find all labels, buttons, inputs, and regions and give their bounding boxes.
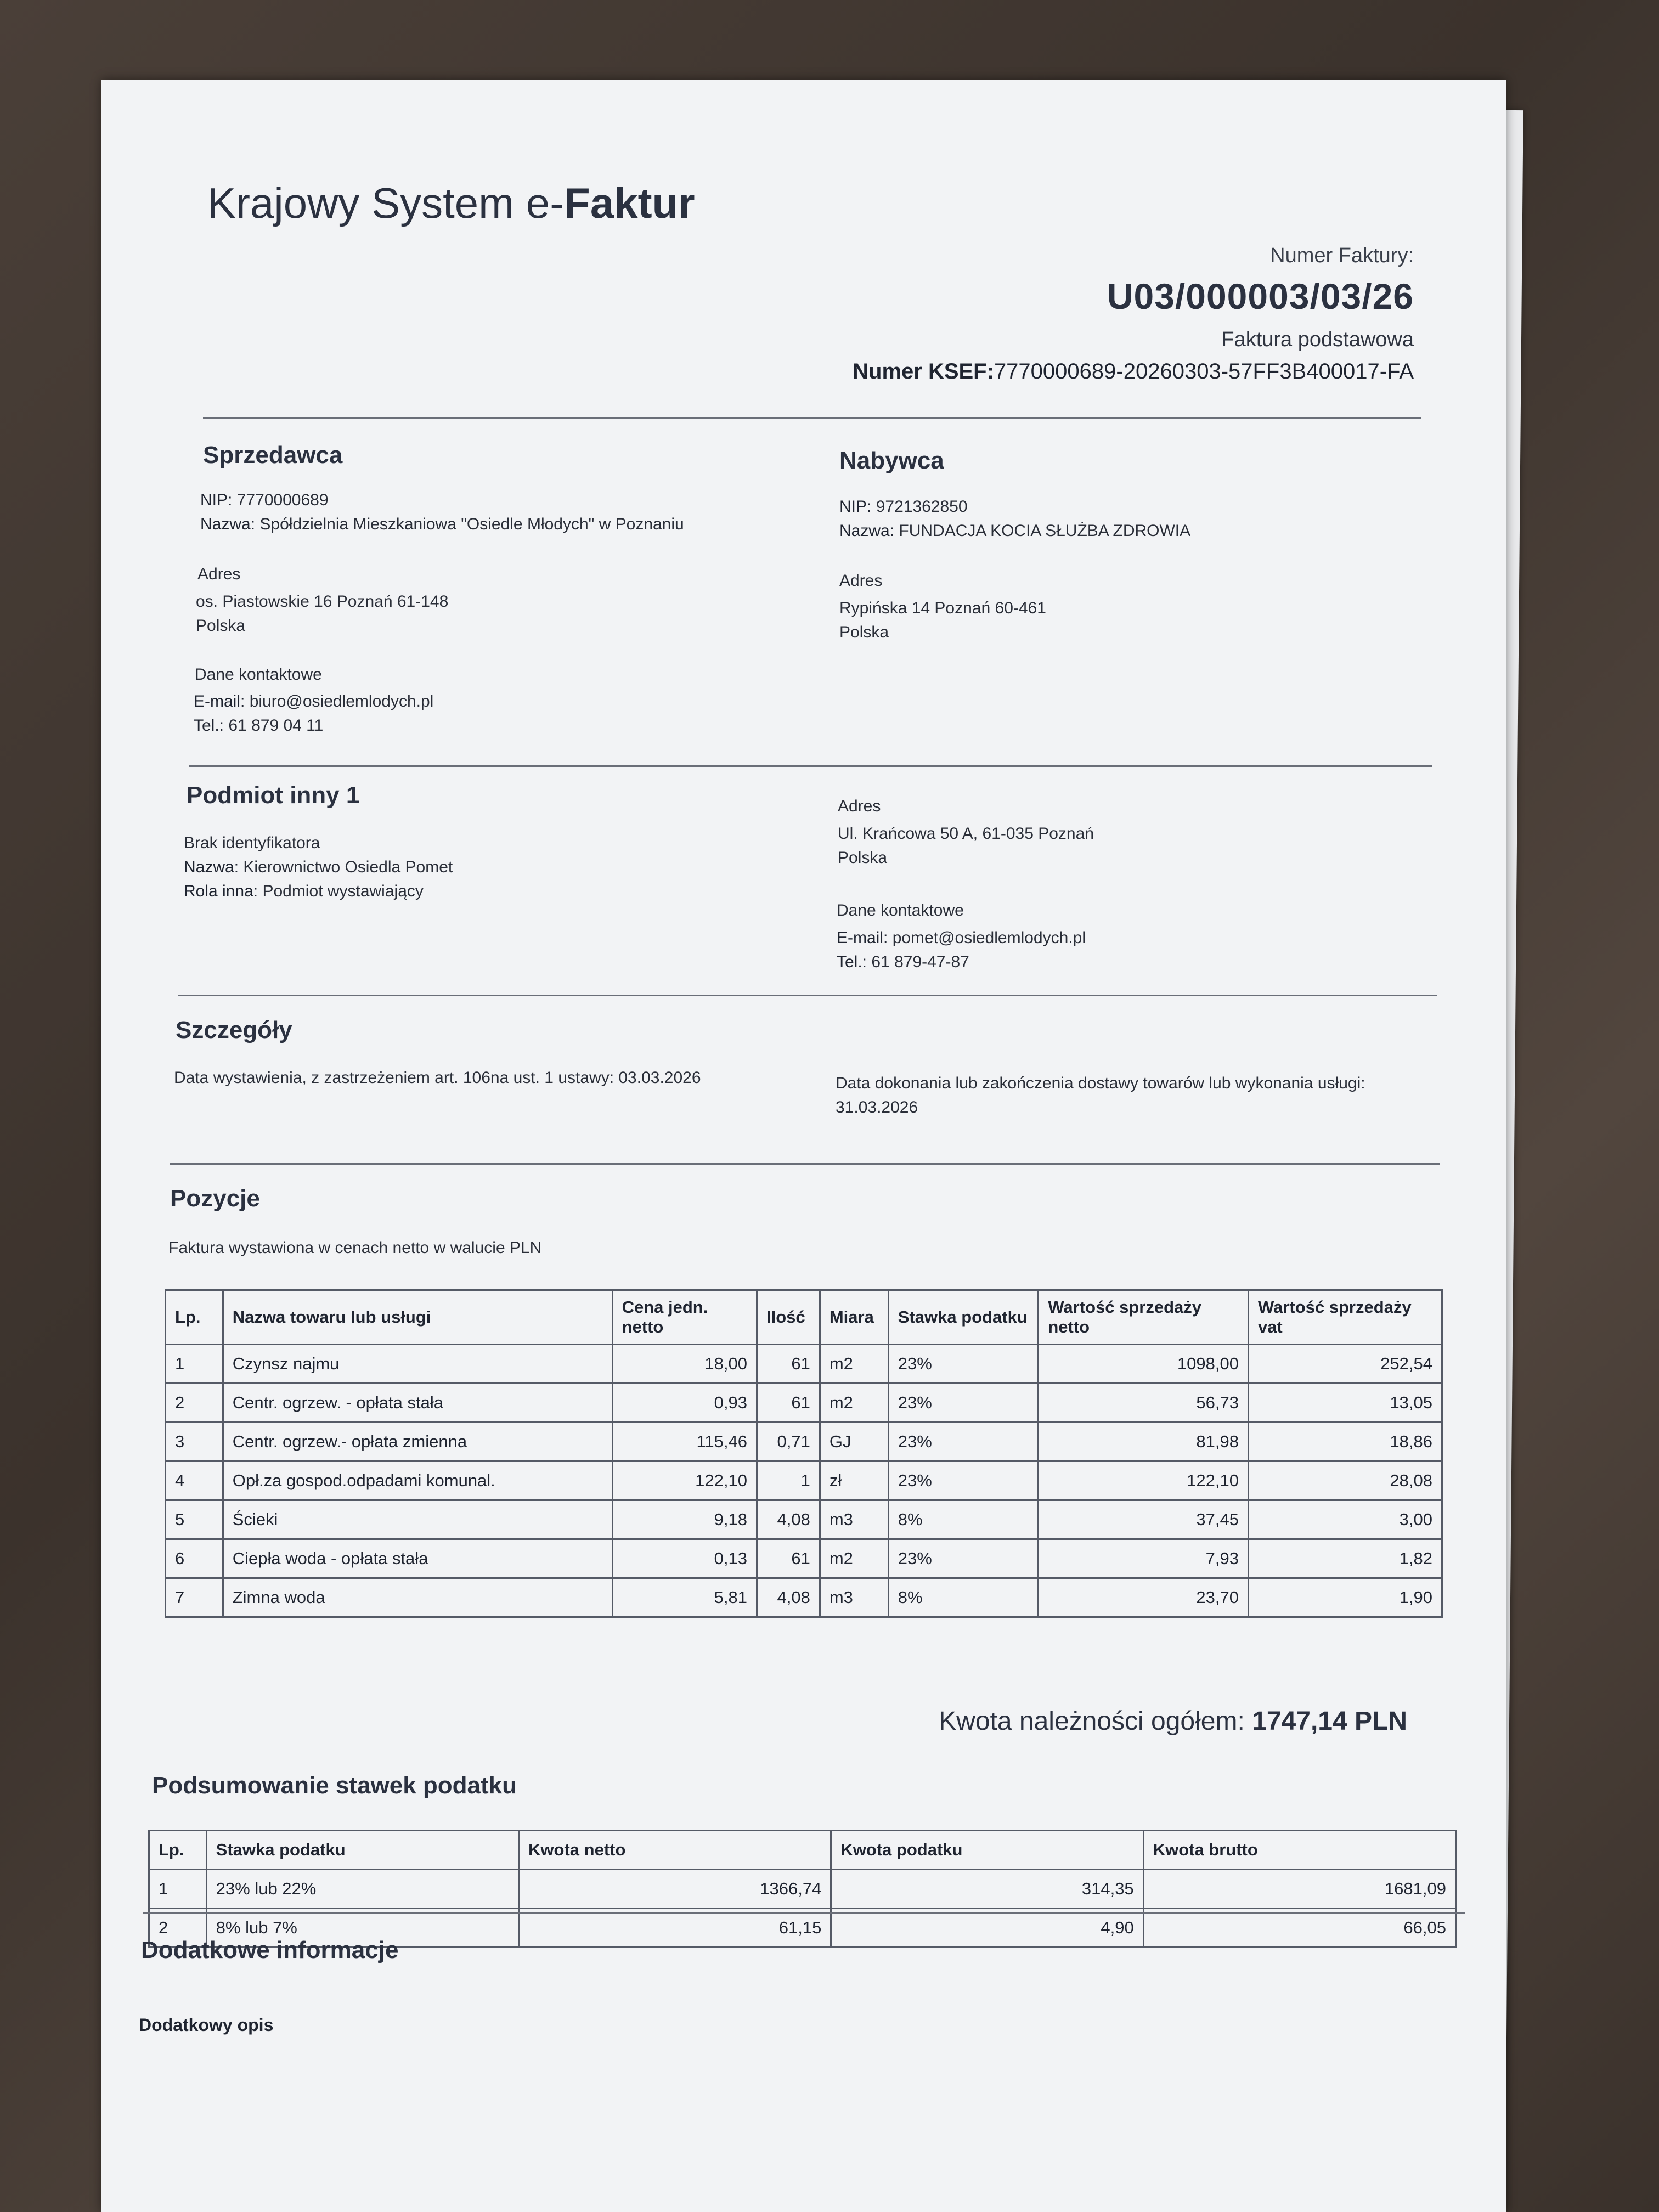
table-row — [166, 1578, 1442, 1617]
table-cell: 115,46 — [612, 1423, 757, 1462]
table-cell: 122,10 — [612, 1462, 757, 1500]
issue-date: Data wystawienia, z zastrzeżeniem art. 106na ust. 1 ustawy: 03.03.2026 — [174, 1069, 701, 1087]
table-cell: 4,90 — [831, 1909, 1143, 1948]
table-cell: 23% — [888, 1423, 1039, 1462]
table-cell: 1,82 — [1248, 1539, 1442, 1578]
delivery-date: Data dokonania lub zakończenia dostawy towarów lub wykonania usługi: 31.03.2026 — [836, 1074, 1365, 1116]
ksef-number: Numer KSEF:7770000689-20260303-57FF3B400017-FA — [853, 359, 1414, 383]
column-header: Miara — [820, 1290, 888, 1345]
table-cell: Ścieki — [223, 1500, 612, 1539]
table-cell: 4,08 — [757, 1500, 820, 1539]
table-cell: 13,05 — [1248, 1384, 1442, 1423]
table-cell: 56,73 — [1039, 1384, 1249, 1423]
table-cell: 61 — [757, 1345, 820, 1384]
table-cell: 1366,74 — [519, 1870, 831, 1909]
column-header: Stawka podatku — [888, 1290, 1039, 1345]
seller-contact: E-mail: biuro@osiedlemlodych.pl Tel.: 61 879 04 11 — [194, 692, 434, 735]
column-header: Cena jedn. netto — [612, 1290, 757, 1345]
table-cell: m3 — [820, 1578, 888, 1617]
table-cell: 28,08 — [1248, 1462, 1442, 1500]
divider — [178, 995, 1437, 996]
table-cell: 61 — [757, 1539, 820, 1578]
buyer-address: Rypińska 14 Poznań 60-461 Polska — [839, 599, 1046, 641]
additional-info-title: Dodatkowe informacje — [141, 1937, 399, 1963]
table-cell: m2 — [820, 1384, 888, 1423]
table-cell: 314,35 — [831, 1870, 1143, 1909]
table-cell: 8% lub 7% — [206, 1909, 518, 1948]
table-cell: Czynsz najmu — [223, 1345, 612, 1384]
table-cell: m2 — [820, 1539, 888, 1578]
table-cell: 23% — [888, 1345, 1039, 1384]
table-cell: Centr. ogrzew.- opłata zmienna — [223, 1423, 612, 1462]
other-entity-title: Podmiot inny 1 — [187, 782, 360, 809]
table-cell: 61 — [757, 1384, 820, 1423]
table-cell: 9,18 — [612, 1500, 757, 1539]
table-row — [166, 1345, 1442, 1384]
table-cell: 4,08 — [757, 1578, 820, 1617]
table-row — [149, 1870, 1456, 1909]
table-cell: 7,93 — [1039, 1539, 1249, 1578]
table-cell: 2 — [166, 1384, 223, 1423]
invoice-number: U03/000003/03/26 — [1107, 276, 1414, 317]
table-cell: Ciepła woda - opłata stała — [223, 1539, 612, 1578]
seller-contact-label: Dane kontaktowe — [195, 665, 322, 684]
table-cell: 5 — [166, 1500, 223, 1539]
column-header: Kwota netto — [519, 1831, 831, 1870]
seller-title: Sprzedawca — [203, 442, 343, 469]
other-entity-address-label: Adres — [838, 797, 881, 815]
table-cell: 1,90 — [1248, 1578, 1442, 1617]
table-row — [166, 1423, 1442, 1462]
table-cell: 0,13 — [612, 1539, 757, 1578]
table-cell: 1681,09 — [1143, 1870, 1455, 1909]
seller-ids: NIP: 7770000689 Nazwa: Spółdzielnia Mieszkaniowa "Osiedle Młodych" w Poznaniu — [200, 491, 684, 533]
column-header: Ilość — [757, 1290, 820, 1345]
seller-address-label: Adres — [198, 565, 241, 583]
table-cell: 8% — [888, 1578, 1039, 1617]
table-cell: 37,45 — [1039, 1500, 1249, 1539]
table-header-row — [166, 1290, 1442, 1345]
table-cell: 66,05 — [1143, 1909, 1455, 1948]
seller-address: os. Piastowskie 16 Poznań 61-148 Polska — [196, 592, 449, 635]
column-header: Kwota brutto — [1143, 1831, 1455, 1870]
table-row — [166, 1384, 1442, 1423]
invoice-number-block — [853, 244, 1414, 384]
table-cell: 1 — [166, 1345, 223, 1384]
divider — [189, 765, 1432, 767]
table-cell: 23% lub 22% — [206, 1870, 518, 1909]
table-cell: 2 — [149, 1909, 207, 1948]
table-cell: m3 — [820, 1500, 888, 1539]
other-entity-contact: E-mail: pomet@osiedlemlodych.pl Tel.: 61 879-47-87 — [837, 929, 1086, 971]
tax-summary-title: Podsumowanie stawek podatku — [152, 1772, 517, 1799]
total-due: Kwota należności ogółem: 1747,14 PLN — [939, 1707, 1407, 1736]
table-cell: Opł.za gospod.odpadami komunal. — [223, 1462, 612, 1500]
tax-summary-table — [148, 1830, 1457, 1948]
table-cell: 23% — [888, 1539, 1039, 1578]
table-cell: 18,86 — [1248, 1423, 1442, 1462]
additional-description-label: Dodatkowy opis — [139, 2015, 274, 2035]
table-cell: 3,00 — [1248, 1500, 1442, 1539]
table-row — [166, 1462, 1442, 1500]
table-cell: GJ — [820, 1423, 888, 1462]
buyer-title: Nabywca — [839, 447, 944, 474]
invoice-number-label: Numer Faktury: — [1270, 244, 1414, 267]
buyer-address-label: Adres — [839, 572, 883, 590]
invoice-type: Faktura podstawowa — [1221, 328, 1414, 351]
other-entity-info: Brak identyfikatora Nazwa: Kierownictwo Osiedla Pomet Rola inna: Podmiot wystawiający — [184, 834, 453, 900]
table-cell: 7 — [166, 1578, 223, 1617]
table-cell: 6 — [166, 1539, 223, 1578]
table-cell: 81,98 — [1039, 1423, 1249, 1462]
column-header: Lp. — [166, 1290, 223, 1345]
table-cell: 122,10 — [1039, 1462, 1249, 1500]
table-cell: 3 — [166, 1423, 223, 1462]
divider — [143, 1912, 1465, 1914]
table-row — [166, 1500, 1442, 1539]
details-title: Szczegóły — [176, 1017, 292, 1043]
table-cell: 23% — [888, 1462, 1039, 1500]
other-entity-address: Ul. Krańcowa 50 A, 61-035 Poznań Polska — [838, 825, 1094, 867]
table-cell: 0,93 — [612, 1384, 757, 1423]
column-header: Nazwa towaru lub usługi — [223, 1290, 612, 1345]
positions-title: Pozycje — [170, 1185, 260, 1212]
table-header-row — [149, 1831, 1456, 1870]
buyer-ids: NIP: 9721362850 Nazwa: FUNDACJA KOCIA SŁUŻBA ZDROWIA — [839, 498, 1191, 540]
table-cell: 1 — [149, 1870, 207, 1909]
table-cell: 23,70 — [1039, 1578, 1249, 1617]
column-header: Wartość sprzedaży vat — [1248, 1290, 1442, 1345]
positions-table — [165, 1289, 1443, 1618]
table-cell: 8% — [888, 1500, 1039, 1539]
table-cell: 61,15 — [519, 1909, 831, 1948]
divider — [203, 417, 1421, 419]
column-header: Kwota podatku — [831, 1831, 1143, 1870]
table-cell: zł — [820, 1462, 888, 1500]
table-cell: Centr. ogrzew. - opłata stała — [223, 1384, 612, 1423]
other-entity-contact-label: Dane kontaktowe — [837, 901, 964, 919]
table-cell: 1098,00 — [1039, 1345, 1249, 1384]
column-header: Wartość sprzedaży netto — [1039, 1290, 1249, 1345]
table-cell: 4 — [166, 1462, 223, 1500]
table-cell: 18,00 — [612, 1345, 757, 1384]
column-header: Lp. — [149, 1831, 207, 1870]
table-cell: 23% — [888, 1384, 1039, 1423]
table-cell: 252,54 — [1248, 1345, 1442, 1384]
invoice-page — [101, 80, 1506, 2212]
positions-note: Faktura wystawiona w cenach netto w walucie PLN — [168, 1239, 542, 1257]
table-cell: 5,81 — [612, 1578, 757, 1617]
table-cell: 1 — [757, 1462, 820, 1500]
app-title: Krajowy System e-Faktur — [207, 179, 695, 227]
divider — [170, 1163, 1440, 1165]
table-cell: Zimna woda — [223, 1578, 612, 1617]
table-row — [166, 1539, 1442, 1578]
column-header: Stawka podatku — [206, 1831, 518, 1870]
table-cell: m2 — [820, 1345, 888, 1384]
table-cell: 0,71 — [757, 1423, 820, 1462]
